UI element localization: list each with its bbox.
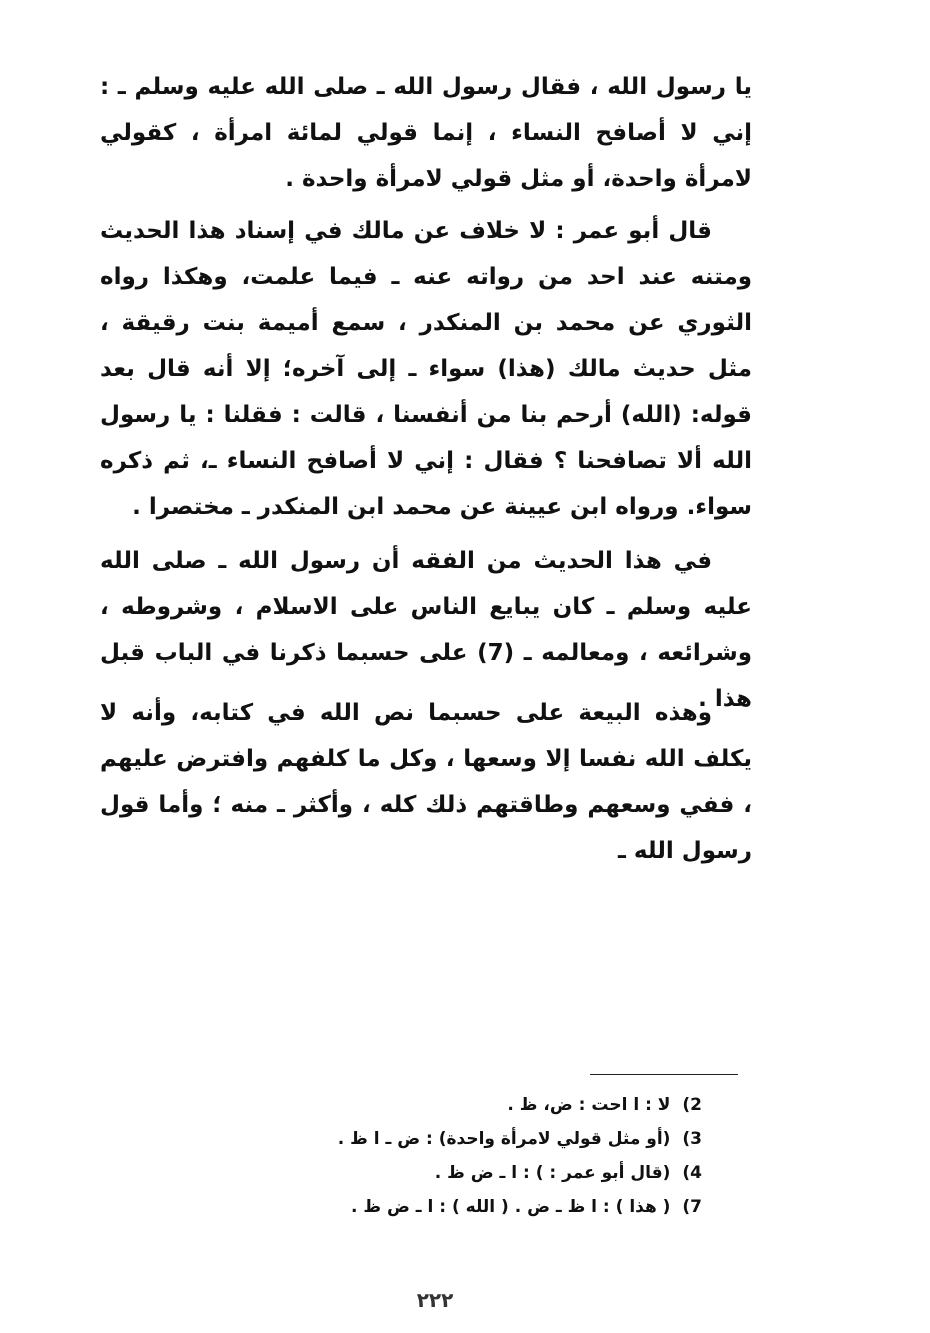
footnote-item	[250, 1088, 702, 1122]
footnote-number: 3)	[682, 1129, 702, 1149]
footnote-text: (قال أبو عمر : ) : ا ـ ض ظ .	[434, 1163, 671, 1183]
footnotes-list	[250, 1088, 702, 1224]
footnote-item	[250, 1122, 702, 1156]
footnote-number: 4)	[682, 1163, 702, 1183]
paragraph-1: يا رسول الله ، فقال رسول الله ـ صلى الله عليه وسلم ـ : إني لا أصافح النساء ، إنما قولي لمائة امرأة ، كقولي لامرأة واحدة، أو مثل قولي لامرأة واحدة .	[100, 74, 752, 192]
footnote-number: 2)	[682, 1095, 702, 1115]
footnote-number: 7)	[682, 1197, 702, 1217]
footnote-text: (أو مثل قولي لامرأة واحدة) : ض ـ ا ظ .	[337, 1129, 671, 1149]
footnote-divider	[590, 1074, 738, 1075]
page-number: ٢٢٢	[416, 1288, 454, 1312]
paragraph-4: وهذه البيعة على حسبما نص الله في كتابه، وأنه لا يكلف الله نفسا إلا وسعها ، وكل ما كلفهم وافترض عليهم ، ففي وسعهم وطاقتهم ذلك كله ، وأكثر ـ منه ؛ وأما قول رسول الله ـ	[100, 700, 752, 864]
footnote-item	[250, 1156, 702, 1190]
footnote-item	[250, 1190, 702, 1224]
paragraph-2: قال أبو عمر : لا خلاف عن مالك في إسناد هذا الحديث ومتنه عند احد من رواته عنه ـ فيما علمت، وهكذا رواه الثوري عن محمد بن المنكدر ، سمع أميمة بنت رقيقة ، مثل حديث مالك (هذا) سواء ـ إلى آخره؛ إلا أنه قال بعد قوله: (الله) أرحم بنا من أنفسنا ، قالت : فقلنا : يا رسول الله ألا تصافحنا ؟ فقال : إني لا أصافح النساء ـ، ثم ذكره سواء. ورواه ابن عيينة عن محمد ابن المنكدر ـ مختصرا .	[100, 218, 752, 520]
footnote-text: لا : ا احت : ض، ظ .	[507, 1095, 671, 1115]
paragraph-3: في هذا الحديث من الفقه أن رسول الله ـ صلى الله عليه وسلم ـ كان يبايع الناس على الاسلام ، وشروطه ، وشرائعه ، ومعالمه ـ (7) على حسبما ذكرنا في الباب قبل هذا .	[100, 548, 752, 712]
footnote-text: ( هذا ) : ا ظ ـ ض . ( الله ) : ا ـ ض ظ .	[351, 1197, 671, 1217]
